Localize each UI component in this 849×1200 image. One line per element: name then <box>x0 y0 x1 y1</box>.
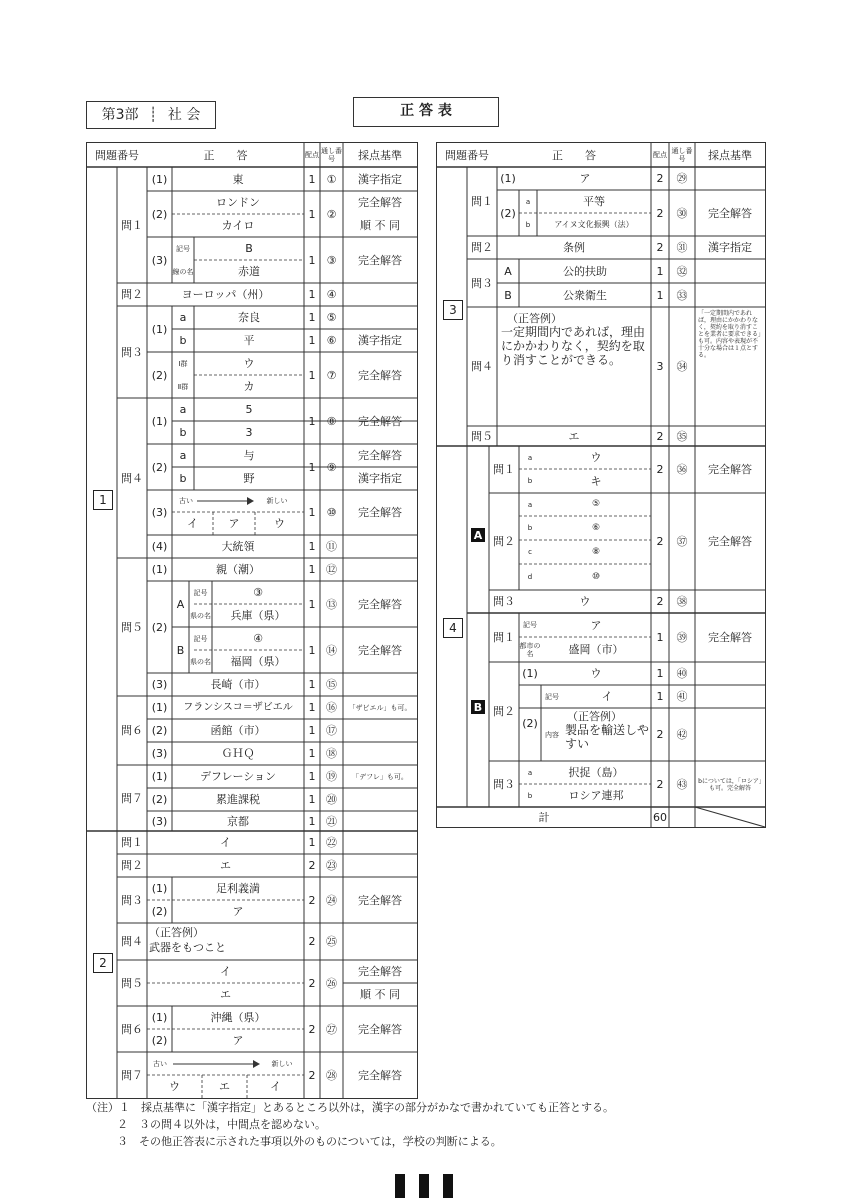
seq-number: ㉝ <box>676 288 688 302</box>
points: 1 <box>308 701 316 714</box>
seq-number: ㊸ <box>676 777 688 791</box>
criteria-cell: 「一定期間内であれば，理由にかかわりなく，契約を取り消すことを業者に要求できる」も可。内容や表現が不十分な場合は１点とする。 <box>698 310 762 359</box>
q-label: 問３ <box>471 276 493 290</box>
total-label: 計 <box>538 810 550 824</box>
sub-label: (2) <box>151 793 168 806</box>
answer-cell: イ <box>601 690 613 703</box>
criteria-cell: bについては，「ロシア」も可。完全解答 <box>698 778 762 792</box>
points: 1 <box>308 678 316 691</box>
section-number-3: 3 <box>443 300 463 320</box>
group-label: Ⅰ群 <box>178 359 188 368</box>
points: 2 <box>656 777 664 791</box>
answer-cell: ア <box>232 1034 244 1047</box>
col-header-question: 問題番号 <box>95 148 139 162</box>
answer-cell: ア <box>228 517 240 530</box>
seq-number: ㊴ <box>676 631 688 644</box>
points: 2 <box>308 859 316 872</box>
sub-label: (2) <box>151 460 168 474</box>
points: 1 <box>308 724 316 737</box>
letter-label: A <box>504 264 512 278</box>
seq-number: ㉙ <box>676 172 688 185</box>
q-label: 問１ <box>493 631 515 644</box>
points: 1 <box>308 597 316 611</box>
q-label: 問５ <box>121 620 143 634</box>
points: 2 <box>308 1068 316 1082</box>
answer-cell: アイヌ文化振興（法） <box>554 219 634 229</box>
part-number: 第3部 <box>101 107 139 123</box>
registration-mark <box>395 1174 405 1198</box>
points: 1 <box>308 368 316 382</box>
answer-cell: ウ <box>579 595 591 608</box>
section-number-4: 4 <box>443 618 463 638</box>
answer-cell: 福岡（県） <box>230 655 286 668</box>
points: 1 <box>308 414 316 428</box>
answer-cell: 大統領 <box>221 540 255 553</box>
answer-cell: ウ <box>590 451 602 464</box>
group-label: Ⅱ群 <box>177 382 189 391</box>
q-label: 問３ <box>493 595 515 608</box>
seq-number: ㉜ <box>676 264 688 278</box>
seq-number: ㉖ <box>326 976 337 990</box>
points: 1 <box>656 667 664 680</box>
points: 1 <box>308 334 316 347</box>
points: 1 <box>308 311 316 324</box>
sub-label: (1) <box>151 770 168 783</box>
seq-number: ⑧ <box>326 414 337 428</box>
answer-cell: 公的扶助 <box>563 264 607 278</box>
points: 1 <box>308 770 316 783</box>
q-label: 問７ <box>121 791 143 805</box>
points: 2 <box>656 206 664 220</box>
q-label: 問１ <box>121 218 143 232</box>
answer-cell: ア <box>232 905 244 918</box>
answer-cell: 足利義満 <box>216 882 260 895</box>
q-label: 問２ <box>121 288 143 301</box>
seq-number: ㉗ <box>326 1022 337 1036</box>
criteria-cell: 順 不 同 <box>360 988 400 1001</box>
letter-label: a <box>179 403 187 416</box>
answer-cell: ウ <box>169 1080 180 1093</box>
q-label: 問５ <box>121 976 143 990</box>
answer-example-label: （正答例） <box>567 710 622 723</box>
label-kenmei: 県の名 <box>190 611 211 620</box>
answer-example-label: （正答例） <box>149 925 204 939</box>
arrow-icon <box>173 1058 261 1070</box>
registration-mark <box>419 1174 429 1198</box>
answer-cell: カ <box>243 380 255 393</box>
answer-cell: 盛岡（市） <box>568 643 624 656</box>
answer-cell: ロシア連邦 <box>568 789 624 802</box>
points: 3 <box>656 360 664 373</box>
seq-number: ㉕ <box>326 935 337 948</box>
seq-number: ⑥ <box>326 334 337 347</box>
seq-number: ⑦ <box>326 368 337 382</box>
criteria-cell: 「ザビエル」も可。 <box>348 703 412 712</box>
points: 1 <box>308 207 316 221</box>
label-kenmei: 県の名 <box>190 657 211 666</box>
sub-label: (3) <box>151 678 168 691</box>
answer-cell: エ <box>219 1080 230 1093</box>
col-header-seq: 通し番号 <box>671 147 693 163</box>
criteria-cell: 順 不 同 <box>360 219 400 232</box>
letter-label: a <box>527 453 533 462</box>
answer-cell: 奈良 <box>238 311 260 324</box>
sub-label: (1) <box>151 1011 168 1024</box>
letter-label: B <box>176 643 185 657</box>
sub-label: (1) <box>151 563 168 576</box>
sub-label: (1) <box>151 414 168 428</box>
answer-cell: キ <box>590 474 602 488</box>
letter-label: b <box>527 791 533 800</box>
answer-cell: 平等 <box>583 195 605 208</box>
sub-label: (2) <box>151 724 168 737</box>
sub-label: (2) <box>522 716 538 730</box>
points: 1 <box>308 793 316 806</box>
seq-number: ② <box>326 207 337 221</box>
q-label: 問３ <box>121 893 143 907</box>
answer-example-label: （正答例） <box>507 311 562 325</box>
q-label: 問３ <box>121 345 143 359</box>
criteria-cell: 漢字指定 <box>358 472 402 485</box>
points: 2 <box>656 172 664 185</box>
seq-number: ⑪ <box>326 540 337 553</box>
answer-cell: イ <box>270 1080 281 1093</box>
registration-mark <box>443 1174 453 1198</box>
seq-number: ④ <box>326 288 337 301</box>
answer-cell: ＧＨＱ <box>221 747 255 760</box>
sub-label: (2) <box>151 1034 168 1047</box>
q-label: 問４ <box>471 360 493 373</box>
points: 1 <box>308 253 316 267</box>
criteria-cell: 完全解答 <box>358 253 402 267</box>
answer-cell: エ <box>568 429 580 443</box>
seq-number: ㉛ <box>676 241 688 254</box>
points: 1 <box>308 563 316 576</box>
seq-number: ① <box>326 172 337 186</box>
letter-label: b <box>179 334 187 347</box>
letter-label: b <box>527 524 533 532</box>
answer-cell: エ <box>220 859 231 872</box>
answer-cell: 京都 <box>227 814 249 828</box>
seq-number: ⑭ <box>326 643 337 657</box>
letter-label: d <box>527 573 533 581</box>
points: 1 <box>308 460 316 474</box>
letter-label: A <box>176 597 185 611</box>
order-old: 古い <box>179 497 193 505</box>
seq-number: ㉟ <box>676 429 688 443</box>
col-header-answer: 正 答 <box>203 148 248 162</box>
sub-label: (1) <box>151 701 168 714</box>
sub-label: (1) <box>151 172 168 186</box>
col-header-points: 配点 <box>653 151 667 159</box>
letter-label: a <box>527 500 533 509</box>
letter-label: b <box>179 426 187 439</box>
seq-number: ㉑ <box>326 814 337 828</box>
criteria-cell: 完全解答 <box>358 597 402 611</box>
answer-cell: 武器をもつこと <box>149 940 226 954</box>
sub-label: (3) <box>151 814 168 828</box>
letter-label: a <box>179 311 187 324</box>
points: 2 <box>656 463 664 476</box>
answer-cell: ⑥ <box>591 522 601 533</box>
criteria-cell: 完全解答 <box>358 368 402 382</box>
answer-cell: 平 <box>243 334 255 347</box>
criteria-cell: 完全解答 <box>358 893 402 907</box>
points: 2 <box>308 1022 316 1036</box>
answer-cell: イ <box>220 965 231 978</box>
sub-label: (2) <box>151 207 168 221</box>
sub-label: (2) <box>151 368 168 382</box>
sub-label: (2) <box>151 620 168 634</box>
seq-number: ⑨ <box>326 460 337 474</box>
points: 2 <box>308 935 316 948</box>
q-label: 問４ <box>121 471 143 485</box>
seq-number: ⑮ <box>326 678 337 691</box>
answer-cell: 長崎（市） <box>210 678 266 691</box>
answer-cell: ⑧ <box>591 546 601 557</box>
answer-cell: 与 <box>243 449 255 462</box>
seq-number: ⑬ <box>326 597 337 611</box>
answer-cell: ウ <box>590 667 602 680</box>
answer-cell: 函館（市） <box>210 724 266 737</box>
points: 1 <box>308 643 316 657</box>
criteria-cell: 完全解答 <box>358 449 402 462</box>
points: 2 <box>308 976 316 990</box>
part-label: 第3部 ┊ 社 会 <box>86 101 216 129</box>
total-points: 60 <box>653 810 667 824</box>
answer-cell: 野 <box>243 472 255 485</box>
answer-cell: フランシスコ＝ザビエル <box>183 702 293 713</box>
criteria-cell: 完全解答 <box>358 1068 402 1082</box>
q-label: 問５ <box>471 429 493 443</box>
col-header-criteria: 採点基準 <box>358 148 402 162</box>
footnote-1: （注）１ 採点基準に「漢字指定」とあるところ以外は，漢字の部分がかなで書かれていても正答とする。 <box>86 1101 614 1114</box>
seq-number: ⑰ <box>326 724 337 737</box>
answer-cell: カイロ <box>221 219 255 232</box>
letter-label: b <box>527 477 533 485</box>
seq-number: ⑩ <box>326 506 337 519</box>
seq-number: ㉚ <box>676 206 688 220</box>
page-title: 正 答 表 <box>353 97 499 127</box>
label-kigo: 記号 <box>193 634 208 643</box>
points: 2 <box>308 893 316 907</box>
criteria-cell: 完全解答 <box>708 463 752 476</box>
points: 1 <box>308 747 316 760</box>
arrow-icon <box>197 495 255 507</box>
sub-label: (2) <box>151 905 168 918</box>
answer-cell: 5 <box>245 403 253 416</box>
col-header-question: 問題番号 <box>445 148 489 162</box>
answer-cell: ④ <box>253 632 263 645</box>
col-header-seq: 通し番号 <box>321 147 342 163</box>
seq-number: ㊳ <box>676 595 688 608</box>
sub-label: (3) <box>151 747 168 760</box>
points: 2 <box>656 535 664 548</box>
sub-label: (3) <box>151 253 168 267</box>
answer-cell: 親（潮） <box>216 563 260 576</box>
points: 1 <box>656 264 664 278</box>
points: 1 <box>308 506 316 519</box>
q-label: 問２ <box>471 241 493 254</box>
sub-label: (2) <box>500 206 516 220</box>
points: 1 <box>656 690 664 703</box>
answer-cell: イ <box>187 517 198 530</box>
points: 2 <box>656 429 664 443</box>
letter-label: B <box>504 288 512 302</box>
q-label: 問２ <box>493 705 515 718</box>
answer-cell: エ <box>220 988 231 1001</box>
footnote-2: ２ ３の問４以外は，中間点を認めない。 <box>117 1118 326 1131</box>
answer-cell: 累進課税 <box>216 793 260 806</box>
answer-cell: デフレーション <box>199 770 277 783</box>
q-label: 問４ <box>121 935 143 948</box>
seq-number: ⑤ <box>326 311 337 324</box>
seq-number: ⑳ <box>326 793 337 806</box>
label-kigo: 記号 <box>193 588 208 597</box>
letter-label: c <box>528 548 532 556</box>
q-label: 問６ <box>121 724 143 737</box>
q-label: 問２ <box>121 859 143 872</box>
answer-cell: 公衆衛生 <box>563 288 607 302</box>
answer-cell: ア <box>590 618 602 632</box>
answer-cell: ウ <box>243 357 255 370</box>
criteria-cell: 完全解答 <box>708 631 752 644</box>
points: 1 <box>656 288 664 302</box>
label-kigo: 記号 <box>176 244 190 253</box>
points: 1 <box>308 288 316 301</box>
order-old: 古い <box>153 1060 167 1068</box>
points: 1 <box>308 814 316 828</box>
criteria-cell: 完全解答 <box>358 196 402 209</box>
order-new: 新しい <box>271 1060 293 1068</box>
seq-number: ㊷ <box>676 728 688 741</box>
seq-number: ③ <box>326 253 337 267</box>
answer-cell: ⑤ <box>591 499 601 509</box>
answer-cell: 兵庫（県） <box>230 609 286 622</box>
seq-number: ㉒ <box>326 836 337 849</box>
answer-cell: ア <box>579 172 591 185</box>
criteria-cell: 漢字指定 <box>358 172 402 186</box>
answer-cell: 赤道 <box>238 265 260 278</box>
seq-number: ㊶ <box>676 690 688 703</box>
points: 1 <box>308 836 316 849</box>
criteria-cell: 漢字指定 <box>358 334 402 347</box>
seq-number: ㉓ <box>326 859 337 872</box>
q-label: 問６ <box>121 1022 143 1036</box>
criteria-cell: 完全解答 <box>358 965 402 978</box>
letter-label: b <box>179 472 187 485</box>
sub-label: (1) <box>151 322 168 336</box>
answer-cell: B <box>245 242 253 255</box>
answer-cell: ヨーロッパ（州） <box>181 288 270 301</box>
label-toshi: 都市の名 <box>519 641 541 658</box>
criteria-cell: 漢字指定 <box>708 241 752 254</box>
q-label: 問１ <box>471 195 493 208</box>
answer-cell: ロンドン <box>216 196 260 209</box>
points: 1 <box>656 631 664 644</box>
criteria-cell: 完全解答 <box>358 414 402 428</box>
sub-label: (3) <box>151 506 168 519</box>
label-naiyo: 内容 <box>545 730 559 739</box>
label-senmei: 線の名 <box>172 267 194 276</box>
sub-label: (1) <box>151 882 168 895</box>
answer-cell: ウ <box>274 517 285 530</box>
seq-number: ㊱ <box>676 463 688 476</box>
seq-number: ㊵ <box>676 667 688 680</box>
sub-label: (1) <box>522 667 538 680</box>
letter-label: a <box>527 768 533 777</box>
col-header-criteria: 採点基準 <box>708 148 752 162</box>
q-label: 問７ <box>121 1068 143 1082</box>
seq-number: ⑱ <box>326 747 337 760</box>
criteria-cell: 完全解答 <box>708 206 752 220</box>
sub-label: (1) <box>500 172 516 185</box>
letter-label: a <box>179 449 187 462</box>
letter-label: a <box>525 197 531 206</box>
points: 1 <box>308 540 316 553</box>
q-label: 問１ <box>121 836 143 849</box>
points: 2 <box>656 728 664 741</box>
answer-cell: 条例 <box>563 241 585 254</box>
points: 1 <box>308 172 316 186</box>
answer-cell: ③ <box>253 586 263 599</box>
label-kigo: 記号 <box>523 621 537 629</box>
subject-name: 社 会 <box>167 107 201 123</box>
answer-table-left <box>86 142 418 1099</box>
seq-number: ⑯ <box>326 701 337 714</box>
q-label: 問３ <box>493 777 515 791</box>
answer-cell: ⑩ <box>591 571 601 582</box>
seq-number: ㉔ <box>326 893 337 907</box>
seq-number: ⑲ <box>326 770 337 783</box>
footnote-3: ３ その他正答表に示された事項以外のものについては，学校の判断による。 <box>117 1135 502 1148</box>
points: 2 <box>656 241 664 254</box>
label-kigo: 記号 <box>545 692 559 701</box>
seq-number: ⑫ <box>326 563 337 576</box>
seq-number: ㉘ <box>326 1068 337 1082</box>
answer-cell: 製品を輸送しやすい <box>565 723 650 751</box>
criteria-cell: 完全解答 <box>708 535 752 548</box>
points: 2 <box>656 595 664 608</box>
col-header-answer: 正 答 <box>552 148 596 162</box>
q-label: 問１ <box>493 463 515 476</box>
answer-cell: 東 <box>232 172 244 186</box>
answer-cell: 一定期間内であれば，理由にかかわりなく，契約を取り消すことができる。 <box>501 325 646 367</box>
answer-table-right <box>436 142 766 828</box>
answer-cell: イ <box>220 836 231 849</box>
criteria-cell: 完全解答 <box>358 1022 402 1036</box>
col-header-points: 配点 <box>305 151 319 159</box>
subsection-a: A <box>471 528 485 542</box>
answer-cell: 択捉（島） <box>568 766 624 779</box>
letter-label: b <box>525 220 531 229</box>
sub-label: (4) <box>151 540 168 553</box>
order-new: 新しい <box>266 497 288 505</box>
subsection-b: B <box>471 700 485 714</box>
answer-cell: 3 <box>245 426 253 439</box>
criteria-cell: 「デフレ」も可。 <box>352 772 408 781</box>
seq-number: ㉞ <box>676 360 688 373</box>
criteria-cell: 完全解答 <box>358 506 402 519</box>
section-number-1: 1 <box>93 490 113 510</box>
section-number-2: 2 <box>93 953 113 973</box>
criteria-cell: 完全解答 <box>358 643 402 657</box>
answer-cell: 沖縄（県） <box>210 1011 266 1024</box>
q-label: 問２ <box>493 535 515 548</box>
seq-number: ㊲ <box>676 535 688 548</box>
